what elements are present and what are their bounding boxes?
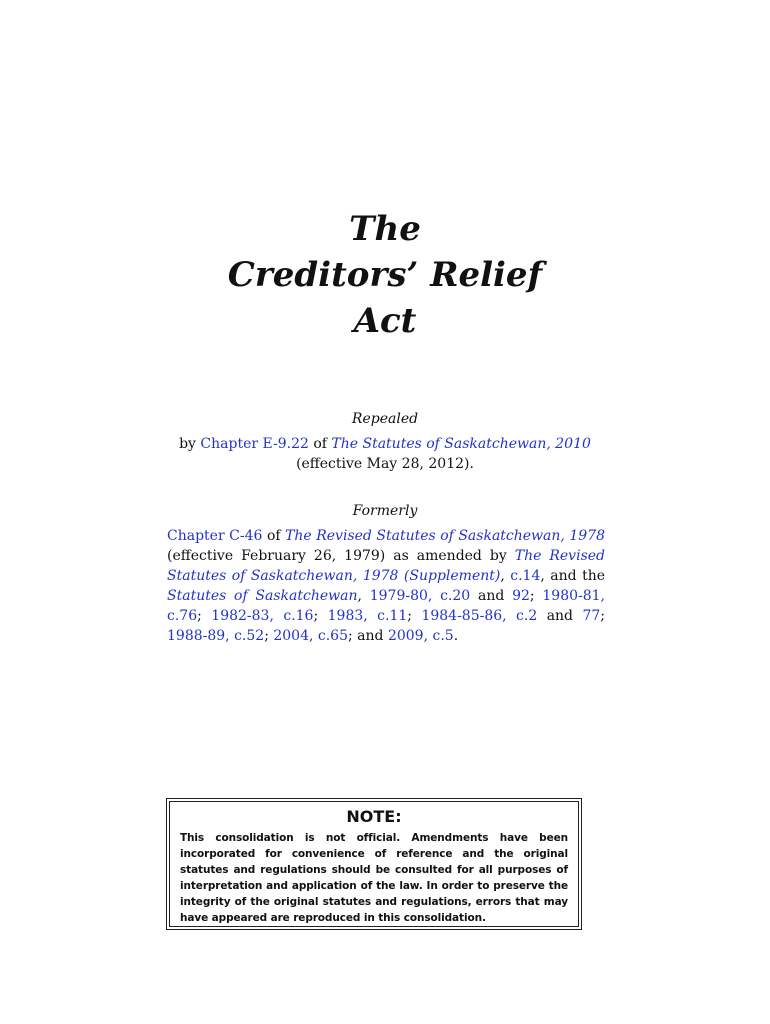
title-line-3: Act — [353, 301, 417, 341]
formerly-of-text: of — [262, 528, 286, 544]
separator-text: ; — [264, 628, 274, 644]
note-inner-border — [169, 801, 579, 927]
amendment-1983-link[interactable]: 1983, c.11 — [327, 608, 408, 624]
repealed-label: Repealed — [351, 411, 419, 427]
repealed-citation — [150, 434, 620, 474]
revised-statutes-supplement-link[interactable]: The Revised Statutes of Saskatchewan, 1978 (Supplement) — [167, 548, 605, 584]
statutes-2010-link[interactable]: The Statutes of Saskatchewan, 2010 — [331, 436, 591, 452]
amendment-2009-link[interactable]: 2009, c.5 — [387, 628, 454, 644]
formerly-effective-text: (effective February 26, 1979) as amended by — [167, 548, 515, 564]
title-line-2: Creditors’ Relief — [227, 255, 543, 295]
repealed-of-text: of — [308, 436, 332, 452]
amendment-1988-89-link[interactable]: 1988-89, c.52 — [167, 628, 265, 644]
act-title — [0, 206, 770, 344]
note-body: This consolidation is not official. Amendments have been incorporated for convenience of reference and the original statutes and regulations should be consulted for all purposes of interpretation and application of the law. In order to preserve the integrity of the original statutes and regulations, errors that may have appeared are reproduced in this consolidation. — [180, 832, 568, 924]
chapter-c46-link[interactable]: Chapter C-46 — [167, 528, 263, 544]
separator-text: , — [500, 568, 511, 584]
amendment-2004-link[interactable]: 2004, c.65 — [273, 628, 348, 644]
note-box — [166, 798, 582, 930]
separator-text: , — [357, 588, 370, 604]
amendment-1980-81-link[interactable]: 1980-81, c.76 — [167, 588, 605, 624]
separator-text: and — [537, 608, 583, 624]
title-line-1: The — [349, 209, 421, 249]
separator-text: ; — [407, 608, 422, 624]
amendment-77-link[interactable]: 77 — [582, 608, 601, 624]
formerly-label: Formerly — [352, 503, 418, 519]
amendment-1982-83-link[interactable]: 1982-83, c.16 — [211, 608, 314, 624]
separator-text: ; — [197, 608, 212, 624]
amendment-1979-80-link[interactable]: 1979-80, c.20 — [369, 588, 471, 604]
separator-text: . — [453, 628, 459, 644]
amendment-c14-link[interactable]: c.14 — [510, 568, 541, 584]
note-heading: NOTE: — [346, 807, 402, 826]
revised-statutes-1978-link[interactable]: The Revised Statutes of Saskatchewan, 1978 — [285, 528, 606, 544]
separator-text: ; — [313, 608, 328, 624]
separator-text: ; and — [348, 628, 388, 644]
formerly-citation — [167, 526, 605, 646]
amendment-1984-85-86-link[interactable]: 1984-85-86, c.2 — [421, 608, 538, 624]
separator-text: , and the — [540, 568, 606, 584]
chapter-e922-link[interactable]: Chapter E-9.22 — [200, 436, 309, 452]
separator-text: and — [470, 588, 513, 604]
statutes-of-saskatchewan-link[interactable]: Statutes of Saskatchewan — [167, 588, 358, 604]
repealed-by-text: by — [179, 436, 196, 452]
repealed-effective-text: (effective May 28, 2012). — [296, 456, 474, 472]
separator-text: ; — [600, 608, 606, 624]
separator-text: ; — [529, 588, 543, 604]
amendment-92-link[interactable]: 92 — [512, 588, 530, 604]
